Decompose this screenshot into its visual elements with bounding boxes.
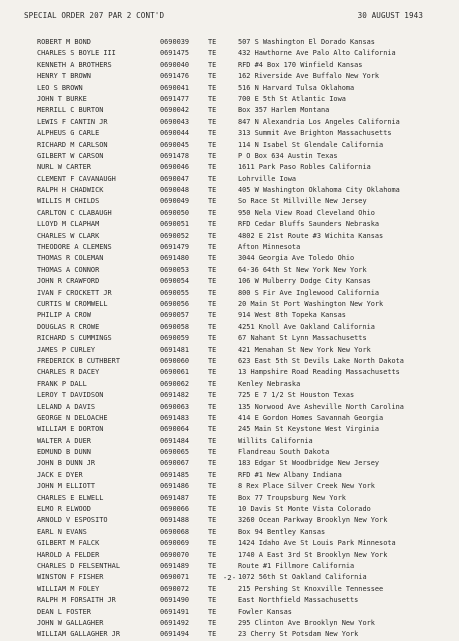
officer-name: CHARLES E ELWELL	[37, 493, 104, 502]
roster-row	[0, 424, 459, 435]
roster-row	[0, 265, 459, 276]
serial-number: 0691480	[160, 254, 190, 263]
serial-number: 0690067	[160, 459, 190, 468]
serial-number: 0691491	[160, 607, 190, 616]
roster-row	[0, 345, 459, 356]
rating-code: TE	[208, 573, 217, 582]
rating-code: TE	[208, 254, 217, 263]
home-address: Route #1 Fillmore California	[238, 561, 355, 570]
officer-name: LELAND A DAVIS	[37, 402, 96, 411]
rating-code: TE	[208, 402, 217, 411]
home-address: So Race St Millville New Jersey	[238, 197, 367, 206]
roster-row	[0, 242, 459, 253]
officer-name: ALPHEUS G CARLE	[37, 129, 100, 138]
rating-code: TE	[208, 550, 217, 559]
roster-row	[0, 458, 459, 469]
rating-code: TE	[208, 345, 217, 354]
home-address: 23 Cherry St Potsdam New York	[238, 630, 359, 639]
officer-name: JACK E DYER	[37, 470, 83, 479]
rating-code: TE	[208, 299, 217, 308]
serial-number: 0691482	[160, 391, 190, 400]
home-address: 295 Clinton Ave Brooklyn New York	[238, 618, 375, 627]
roster-row	[0, 299, 459, 310]
serial-number: 0690057	[160, 311, 190, 320]
home-address: 4802 E 21st Route #3 Wichita Kansas	[238, 231, 384, 240]
roster-row	[0, 356, 459, 367]
serial-number: 0691475	[160, 49, 190, 58]
home-address: 10 Davis St Monte Vista Colorado	[238, 505, 371, 514]
serial-number: 0690044	[160, 129, 190, 138]
rating-code: TE	[208, 38, 217, 46]
roster-row	[0, 117, 459, 128]
rating-code: TE	[208, 197, 217, 206]
roster-row	[0, 128, 459, 139]
roster-row	[0, 174, 459, 185]
officer-name: GILBERT M FALCK	[37, 539, 100, 548]
rating-code: TE	[208, 561, 217, 570]
home-address: 3260 Ocean Parkway Brooklyn New York	[238, 516, 388, 525]
home-address: RFD Cedar Bluffs Saunders Nebraska	[238, 220, 380, 229]
rating-code: TE	[208, 83, 217, 92]
home-address: 215 Pershing St Knoxville Tennessee	[238, 584, 384, 593]
home-address: Fowler Kansas	[238, 607, 292, 616]
serial-number: 0690070	[160, 550, 190, 559]
roster-row	[0, 288, 459, 299]
serial-number: 0690055	[160, 288, 190, 297]
officer-name: CURTIS W CROMWELL	[37, 299, 108, 308]
roster-row	[0, 367, 459, 378]
rating-code: TE	[208, 208, 217, 217]
rating-code: TE	[208, 630, 217, 639]
officer-name: RALPH H CHADWICK	[37, 186, 104, 195]
serial-number: 0691487	[160, 493, 190, 502]
rating-code: TE	[208, 413, 217, 422]
serial-number: 0691484	[160, 436, 190, 445]
home-address: 162 Riverside Ave Buffalo New York	[238, 72, 380, 81]
rating-code: TE	[208, 391, 217, 400]
rating-code: TE	[208, 516, 217, 525]
home-address: 516 N Harvard Tulsa Oklahoma	[238, 83, 355, 92]
home-address: 114 N Isabel St Glendale California	[238, 140, 384, 149]
roster-row	[0, 584, 459, 595]
roster-row	[0, 310, 459, 321]
roster-row	[0, 515, 459, 526]
officer-name: DOUGLAS R CROWE	[37, 322, 100, 331]
home-address: 313 Summit Ave Brighton Massachusetts	[238, 129, 392, 138]
officer-name: EDMUND B DUNN	[37, 448, 91, 457]
serial-number: 0690041	[160, 83, 190, 92]
home-address: Willits California	[238, 436, 313, 445]
rating-code: TE	[208, 425, 217, 434]
roster-row	[0, 550, 459, 561]
serial-number: 0690064	[160, 425, 190, 434]
rating-code: TE	[208, 322, 217, 331]
officer-name: WILLIS M CHILDS	[37, 197, 100, 206]
rating-code: TE	[208, 94, 217, 103]
home-address: P O Box 634 Austin Texas	[238, 151, 338, 160]
officer-name: WILLIAM GALLAGHER JR	[37, 630, 120, 639]
roster-row	[0, 527, 459, 538]
serial-number: 0691485	[160, 470, 190, 479]
rating-code: TE	[208, 265, 217, 274]
home-address: 700 E 5th St Atlantic Iowa	[238, 94, 346, 103]
roster-row	[0, 71, 459, 82]
serial-number: 0691486	[160, 482, 190, 491]
home-address: Lohrville Iowa	[238, 174, 297, 183]
page-number: -2-	[222, 573, 237, 582]
home-address: 623 East 5th St Devils Lake North Dakota	[238, 356, 404, 365]
rating-code: TE	[208, 448, 217, 457]
rating-code: TE	[208, 470, 217, 479]
rating-code: TE	[208, 596, 217, 605]
roster-row	[0, 162, 459, 173]
roster-row	[0, 402, 459, 413]
serial-number: 0691488	[160, 516, 190, 525]
home-address: 421 Menahan St New York New York	[238, 345, 371, 354]
roster-row	[0, 436, 459, 447]
home-address: 914 West 8th Topeka Kansas	[238, 311, 346, 320]
home-address: 8 Rex Place Silver Creek New York	[238, 482, 375, 491]
home-address: 507 S Washington El Dorado Kansas	[238, 38, 375, 46]
serial-number: 0690048	[160, 186, 190, 195]
roster-row	[0, 447, 459, 458]
serial-number: 0690059	[160, 334, 190, 343]
roster-row	[0, 231, 459, 242]
officer-name: EARL N EVANS	[37, 527, 87, 536]
roster-row	[0, 607, 459, 618]
serial-number: 0690054	[160, 277, 190, 286]
home-address: East Northfield Massachusetts	[238, 596, 359, 605]
home-address: 800 S Fir Ave Inglewood California	[238, 288, 380, 297]
serial-number: 0691477	[160, 94, 190, 103]
roster-row	[0, 470, 459, 481]
officer-name: GEORGE N DELOACHE	[37, 413, 108, 422]
rating-code: TE	[208, 231, 217, 240]
serial-number: 0690068	[160, 527, 190, 536]
roster-row	[0, 379, 459, 390]
serial-number: 0690072	[160, 584, 190, 593]
rating-code: TE	[208, 186, 217, 195]
officer-name: LEWIS F CANTIN JR	[37, 117, 108, 126]
roster-row	[0, 196, 459, 207]
home-address: RFD #1 New Albany Indiana	[238, 470, 342, 479]
officer-name: LEO S BROWN	[37, 83, 83, 92]
roster-row	[0, 322, 459, 333]
roster-row	[0, 208, 459, 219]
serial-number: 0691489	[160, 561, 190, 570]
rating-code: TE	[208, 311, 217, 320]
home-address: 183 Edgar St Woodbridge New Jersey	[238, 459, 380, 468]
home-address: 20 Main St Port Washington New York	[238, 299, 384, 308]
rating-code: TE	[208, 72, 217, 81]
serial-number: 0691476	[160, 72, 190, 81]
rating-code: TE	[208, 459, 217, 468]
home-address: 950 Nela View Road Cleveland Ohio	[238, 208, 375, 217]
rating-code: TE	[208, 379, 217, 388]
officer-name: HAROLD A FELDER	[37, 550, 100, 559]
home-address: 847 N Alexandria Los Angeles California	[238, 117, 400, 126]
rating-code: TE	[208, 106, 217, 115]
rating-code: TE	[208, 493, 217, 502]
officer-name: NURL W CARTER	[37, 163, 91, 172]
roster-row	[0, 83, 459, 94]
home-address: 414 E Gordon Homes Savannah Georgia	[238, 413, 384, 422]
serial-number: 0690071	[160, 573, 190, 582]
home-address: 1740 A East 3rd St Brooklyn New York	[238, 550, 388, 559]
home-address: 135 Norwood Ave Asheville North Carolina	[238, 402, 404, 411]
officer-name: CHARLES S BOYLE III	[37, 49, 116, 58]
home-address: 1072 56th St Oakland California	[238, 573, 367, 582]
home-address: 725 E 7 1/2 St Houston Texas	[238, 391, 355, 400]
officer-name: FRANK P DALL	[37, 379, 87, 388]
officer-name: PHILIP A CROW	[37, 311, 91, 320]
roster-row	[0, 629, 459, 640]
serial-number: 0690065	[160, 448, 190, 457]
serial-number: 0690052	[160, 231, 190, 240]
roster-row	[0, 390, 459, 401]
roster-row	[0, 481, 459, 492]
officer-name: RICHARD S CUMMINGS	[37, 334, 112, 343]
officer-name: KENNETH A BROTHERS	[37, 60, 112, 69]
officer-name: WINSTON F FISHER	[37, 573, 104, 582]
officer-name: JOHN B DUNN JR	[37, 459, 96, 468]
order-date: 30 AUGUST 1943	[357, 11, 423, 20]
serial-number: 0690039	[160, 38, 190, 46]
serial-number: 0691492	[160, 618, 190, 627]
rating-code: TE	[208, 334, 217, 343]
officer-name: CHARLES R DACEY	[37, 368, 100, 377]
home-address: 13 Hampshire Road Reading Massachusetts	[238, 368, 400, 377]
rating-code: TE	[208, 539, 217, 548]
home-address: Afton Minnesota	[238, 243, 301, 252]
serial-number: 0691479	[160, 243, 190, 252]
serial-number: 0691481	[160, 345, 190, 354]
home-address: Box 94 Bentley Kansas	[238, 527, 326, 536]
roster-row	[0, 595, 459, 606]
roster-row	[0, 333, 459, 344]
roster-row	[0, 493, 459, 504]
officer-name: THOMAS A CONNOR	[37, 265, 100, 274]
roster-list	[0, 37, 459, 641]
home-address: Flandreau South Dakota	[238, 448, 330, 457]
roster-row	[0, 561, 459, 572]
rating-code: TE	[208, 140, 217, 149]
officer-name: DEAN L FOSTER	[37, 607, 91, 616]
roster-row	[0, 253, 459, 264]
rating-code: TE	[208, 243, 217, 252]
rating-code: TE	[208, 607, 217, 616]
officer-name: JOHN M ELLIOTT	[37, 482, 96, 491]
serial-number: 0690053	[160, 265, 190, 274]
officer-name: CHARLES D FELSENTHAL	[37, 561, 120, 570]
officer-name: MERRILL C BURTON	[37, 106, 104, 115]
rating-code: TE	[208, 356, 217, 365]
rating-code: TE	[208, 288, 217, 297]
roster-row	[0, 618, 459, 629]
officer-name: THOMAS R COLEMAN	[37, 254, 104, 263]
rating-code: TE	[208, 151, 217, 160]
home-address: 1424 Idaho Ave St Louis Park Minnesota	[238, 539, 396, 548]
serial-number: 0690061	[160, 368, 190, 377]
home-address: RFD #4 Box 170 Winfield Kansas	[238, 60, 363, 69]
roster-row	[0, 105, 459, 116]
serial-number: 0690063	[160, 402, 190, 411]
roster-row	[0, 151, 459, 162]
serial-number: 0690046	[160, 163, 190, 172]
rating-code: TE	[208, 584, 217, 593]
officer-name: JOHN R CRAWFORD	[37, 277, 100, 286]
rating-code: TE	[208, 117, 217, 126]
officer-name: WILLIAM E DORTON	[37, 425, 104, 434]
rating-code: TE	[208, 49, 217, 58]
officer-name: RALPH M FORSAITH JR	[37, 596, 116, 605]
officer-name: IVAN F CROCKETT JR	[37, 288, 112, 297]
home-address: Box 357 Harlem Montana	[238, 106, 330, 115]
officer-name: LEROY T DAVIDSON	[37, 391, 104, 400]
serial-number: 0690049	[160, 197, 190, 206]
officer-name: WALTER A DUER	[37, 436, 91, 445]
officer-name: JOHN W GALLAGHER	[37, 618, 104, 627]
roster-row	[0, 94, 459, 105]
serial-number: 0691478	[160, 151, 190, 160]
officer-name: THEODORE A CLEMENS	[37, 243, 112, 252]
home-address: 245 Main St Keystone West Virginia	[238, 425, 380, 434]
serial-number: 0690042	[160, 106, 190, 115]
home-address: 1611 Park Paso Robles California	[238, 163, 371, 172]
page-header	[24, 11, 437, 23]
home-address: 67 Nahant St Lynn Massachusetts	[238, 334, 367, 343]
roster-row	[0, 185, 459, 196]
home-address: 405 W Washington Oklahoma City Oklahoma	[238, 186, 400, 195]
rating-code: TE	[208, 163, 217, 172]
serial-number: 0690062	[160, 379, 190, 388]
officer-name: WILLIAM M FOLEY	[37, 584, 100, 593]
officer-name: LLOYD M CLAPHAM	[37, 220, 100, 229]
officer-name: CARLTON C CLABAUGH	[37, 208, 112, 217]
officer-name: RICHARD M CARLSON	[37, 140, 108, 149]
serial-number: 0690043	[160, 117, 190, 126]
serial-number: 0691490	[160, 596, 190, 605]
rating-code: TE	[208, 527, 217, 536]
officer-name: ROBERT M BOND	[37, 38, 91, 46]
home-address: 64-36 64th St New York New York	[238, 265, 367, 274]
rating-code: TE	[208, 220, 217, 229]
rating-code: TE	[208, 618, 217, 627]
rating-code: TE	[208, 60, 217, 69]
officer-name: HENRY T BROWN	[37, 72, 91, 81]
roster-row	[0, 276, 459, 287]
rating-code: TE	[208, 174, 217, 183]
rating-code: TE	[208, 129, 217, 138]
roster-row	[0, 538, 459, 549]
officer-name: JAMES P CURLEY	[37, 345, 96, 354]
roster-row	[0, 37, 459, 48]
rating-code: TE	[208, 482, 217, 491]
roster-row	[0, 60, 459, 71]
serial-number: 0690047	[160, 174, 190, 183]
home-address: 432 Hawthorne Ave Palo Alto California	[238, 49, 396, 58]
serial-number: 0690066	[160, 505, 190, 514]
roster-row	[0, 219, 459, 230]
officer-name: ELMO R ELWOOD	[37, 505, 91, 514]
serial-number: 0690060	[160, 356, 190, 365]
order-title: SPECIAL ORDER 207 PAR 2 CONT'D	[24, 11, 165, 20]
rating-code: TE	[208, 505, 217, 514]
officer-name: FREDERICK B CUTHBERT	[37, 356, 120, 365]
serial-number: 0691483	[160, 413, 190, 422]
home-address: Kenley Nebraska	[238, 379, 301, 388]
rating-code: TE	[208, 436, 217, 445]
officer-name: JOHN T BURKE	[37, 94, 87, 103]
serial-number: 0690051	[160, 220, 190, 229]
serial-number: 0690058	[160, 322, 190, 331]
rating-code: TE	[208, 277, 217, 286]
serial-number: 0691494	[160, 630, 190, 639]
roster-row	[0, 504, 459, 515]
roster-row	[0, 413, 459, 424]
officer-name: GILBERT W CARSON	[37, 151, 104, 160]
serial-number: 0690050	[160, 208, 190, 217]
serial-number: 0690056	[160, 299, 190, 308]
home-address: 4251 Knoll Ave Oakland California	[238, 322, 375, 331]
serial-number: 0690045	[160, 140, 190, 149]
roster-row	[0, 48, 459, 59]
serial-number: 0690069	[160, 539, 190, 548]
home-address: 106 W Mulberry Dodge City Kansas	[238, 277, 371, 286]
rating-code: TE	[208, 368, 217, 377]
roster-row	[0, 140, 459, 151]
home-address: Box 77 Troupsburg New York	[238, 493, 346, 502]
officer-name: ARNOLD V ESPOSITO	[37, 516, 108, 525]
serial-number: 0690040	[160, 60, 190, 69]
officer-name: CLEMENT F CAVANAUGH	[37, 174, 116, 183]
officer-name: CHARLES W CLARK	[37, 231, 100, 240]
home-address: 3044 Georgia Ave Toledo Ohio	[238, 254, 355, 263]
